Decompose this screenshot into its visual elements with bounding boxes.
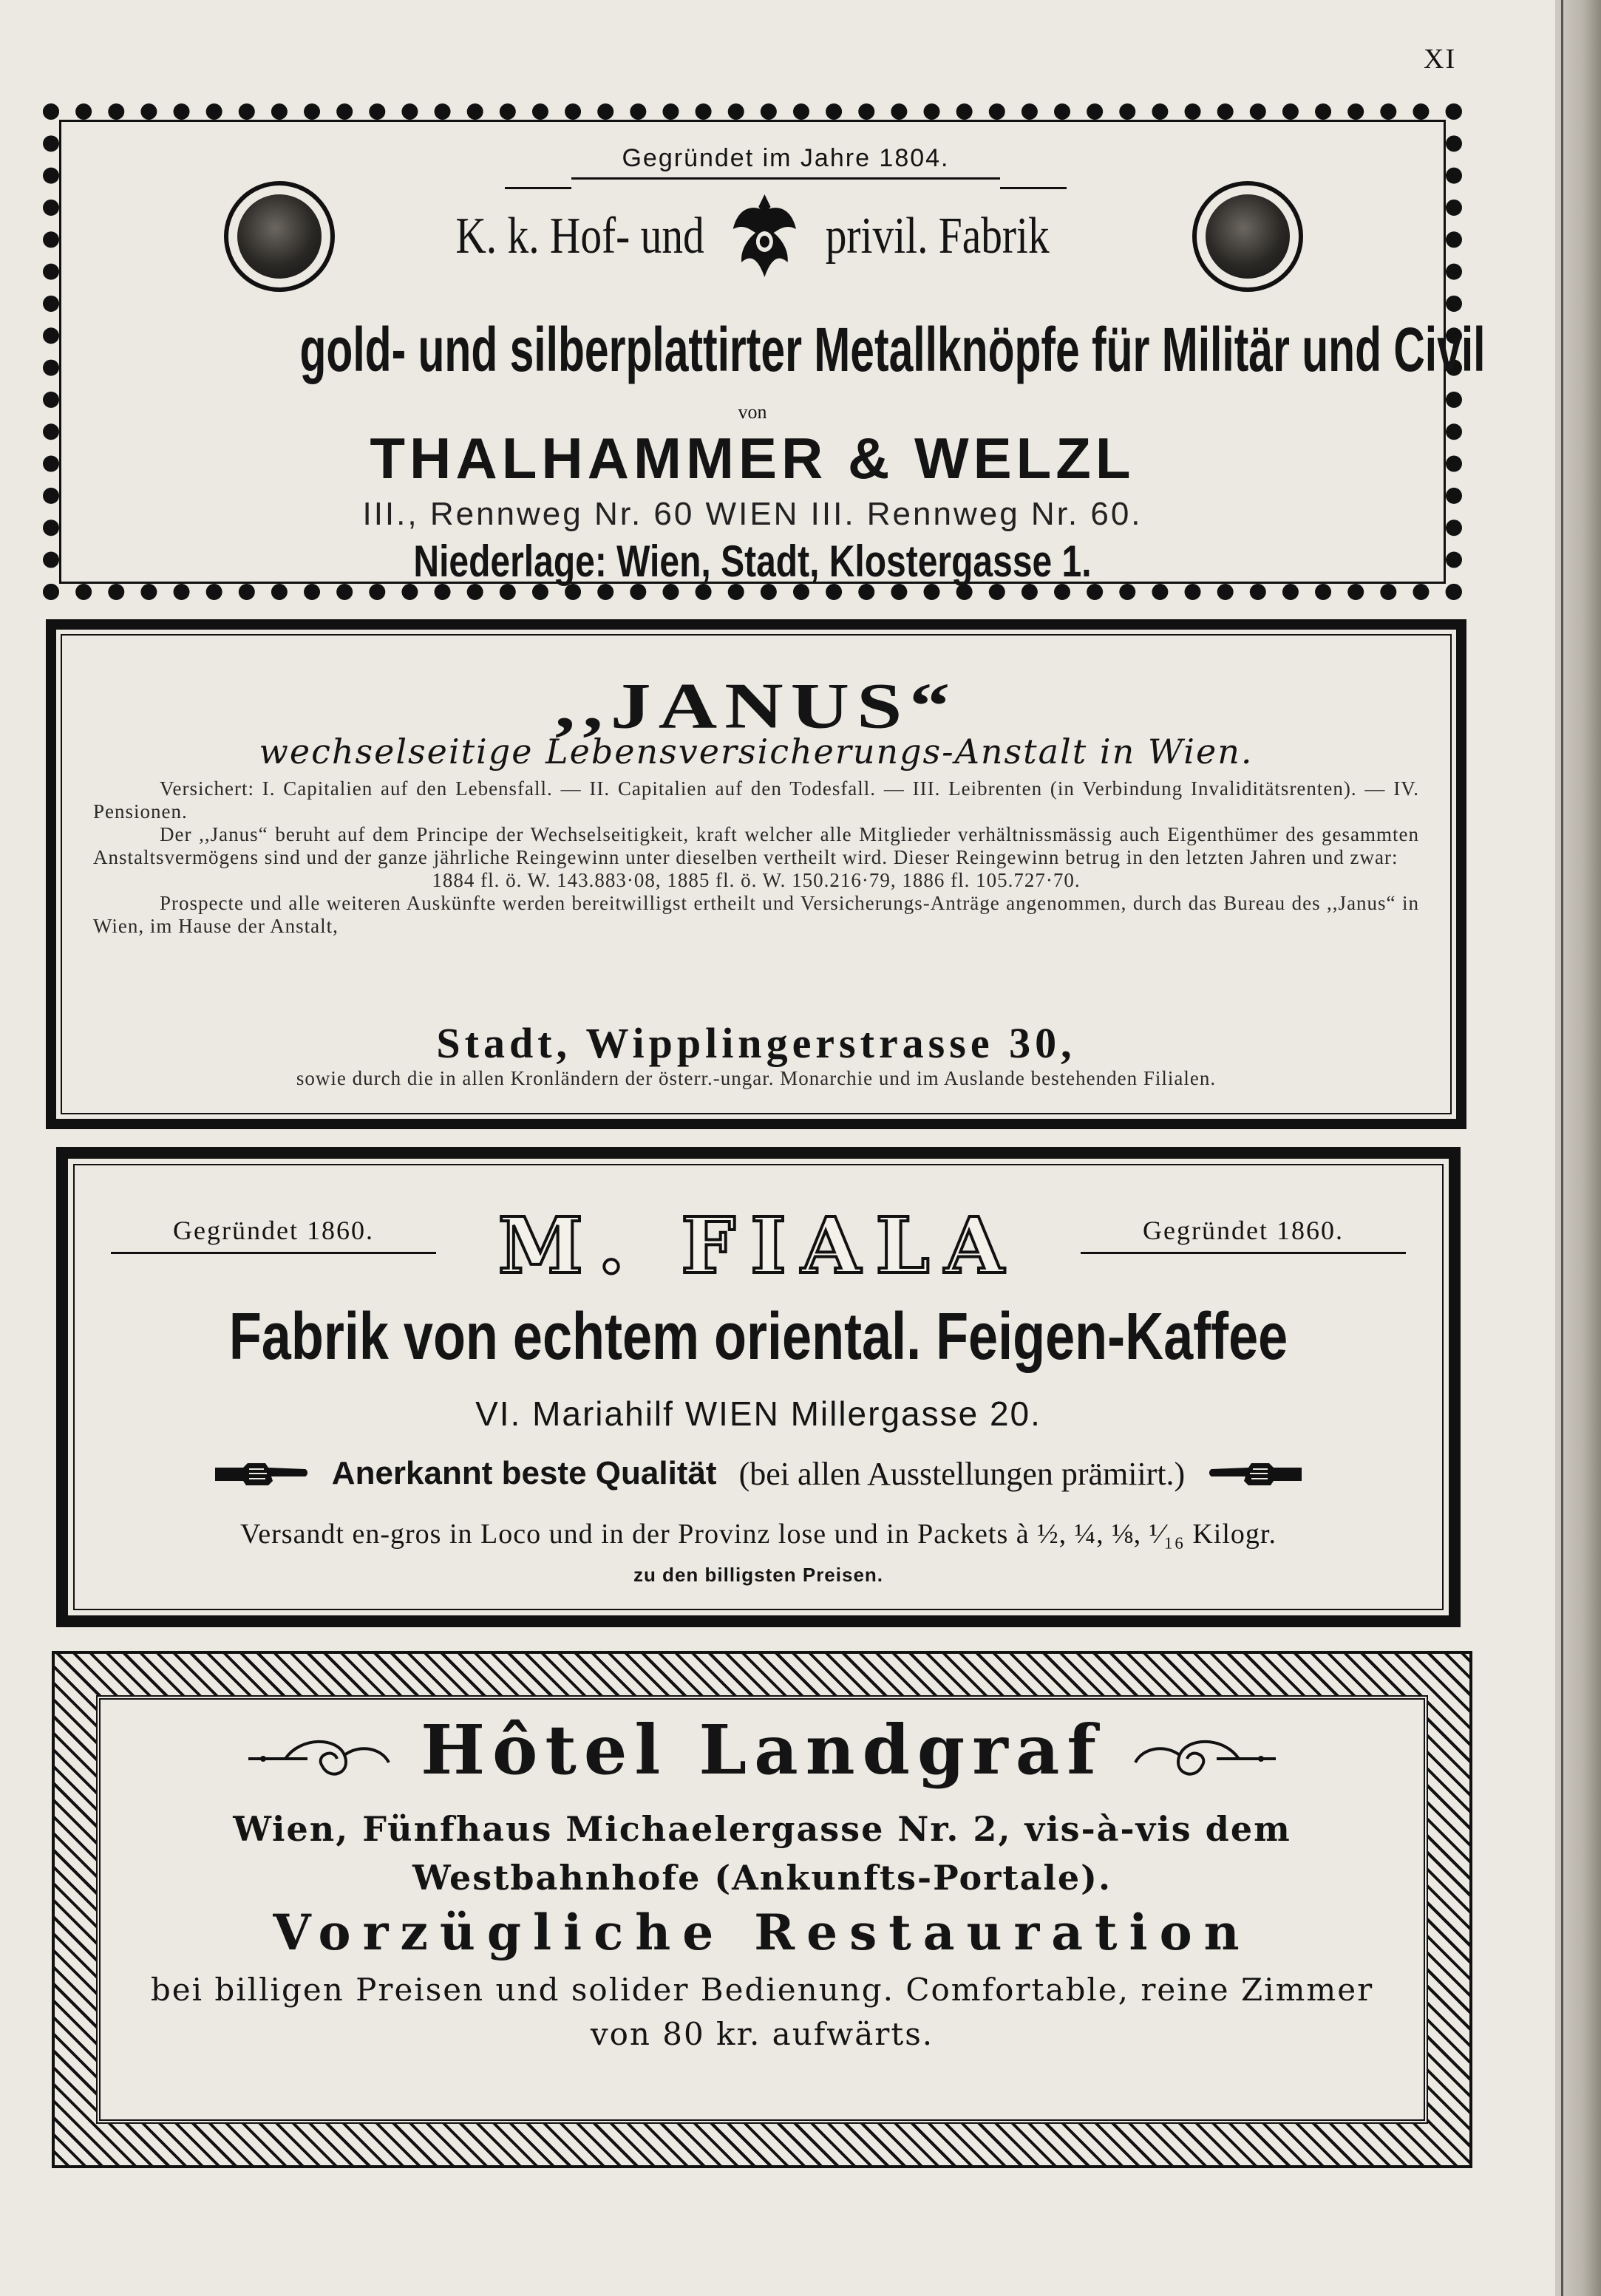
fiala-headline: Fabrik von echtem oriental. Feigen-Kaffee xyxy=(228,1300,1288,1374)
janus-street: Stadt, Wipplingerstrasse 30, xyxy=(436,1019,1076,1067)
janus-figures: 1884 fl. ö. W. 143.883·08, 1885 fl. ö. W. 150.216·79, 1886 fl. 105.727·70. xyxy=(432,869,1081,891)
quality-line xyxy=(112,1451,1404,1496)
quality-note: (bei allen Ausstellungen prämiirt.) xyxy=(738,1455,1186,1492)
company-name: THALHAMMER & WELZL xyxy=(370,426,1135,491)
page-edge xyxy=(1555,0,1601,2296)
double-eagle-icon xyxy=(729,188,801,285)
product-line: gold- und silberplattirter Metallknöpfe für Militär und Civil xyxy=(299,315,1486,384)
prices-line: zu den billigsten Preisen. xyxy=(633,1564,884,1586)
factory-label: privil. Fabrik xyxy=(825,208,1050,265)
fiala-address: VI. Mariahilf WIEN Millergasse 20. xyxy=(475,1394,1041,1433)
shipping-line: Versandt en-gros in Loco und in der Provinz lose und in Packets à ½, ¼, ⅛, ¹⁄₁₆ Kilogr. xyxy=(240,1519,1277,1550)
ad-hotel xyxy=(52,1651,1472,2168)
founded-line: Gegründet im Jahre 1804. xyxy=(571,144,1000,180)
imperial-line xyxy=(186,196,1319,277)
hotel-restaurant: Vorzügliche Restauration xyxy=(273,1904,1251,1961)
quality-claim: Anerkannt beste Qualität xyxy=(331,1455,717,1491)
ad-thalhammer xyxy=(43,103,1486,600)
janus-paragraph: Versichert: I. Capitalien auf den Lebensfall. — II. Capitalien auf den Todesfall. — III. Leibrenten (in Verbindung Invaliditätsrenten). — IV. Pensionen. xyxy=(93,777,1419,822)
janus-body xyxy=(93,777,1419,938)
ad-janus xyxy=(46,619,1466,1129)
ad-fiala xyxy=(56,1147,1461,1627)
company-address: III., Rennweg Nr. 60 WIEN III. Rennweg Nr. 60. xyxy=(362,496,1143,532)
founded-right: Gegründet 1860. xyxy=(1081,1215,1406,1254)
hotel-address: Wien, Fünfhaus Michaelergasse Nr. 2, vis-à-vis dem xyxy=(233,1809,1291,1849)
pointing-hand-right-icon xyxy=(214,1459,310,1488)
flourish-right-icon xyxy=(1128,1729,1283,1788)
depot-address: Niederlage: Wien, Stadt, Klostergasse 1. xyxy=(413,536,1092,586)
janus-title: ,,JANUS“ xyxy=(554,670,958,742)
brand-name: M. FIALA xyxy=(497,1200,1019,1291)
page-number: XI xyxy=(1424,44,1457,75)
hotel-name: Hôtel Landgraf xyxy=(421,1710,1104,1790)
hotel-location: Westbahnhofe (Ankunfts-Portale). xyxy=(412,1858,1112,1898)
founded-left: Gegründet 1860. xyxy=(111,1215,436,1254)
janus-paragraph: Der ,,Janus“ beruht auf dem Principe der Wechselseitigkeit, kraft welcher alle Mitglieder verhältnissmässig auch Eigenthümer des gesammten Anstaltsvermögens sind und der ganze jährliche Reingewinn unter dieselben vertheilt wird. Dieser Reingewinn betrug in den letzten Jahren und zwar: xyxy=(93,823,1419,868)
von-label: von xyxy=(738,401,767,423)
hotel-price: von 80 kr. aufwärts. xyxy=(590,2016,934,2052)
janus-paragraph: Prospecte und alle weiteren Auskünfte werden bereitwilligst ertheilt und Versicherungs-Anträge angenommen, durch das Bureau des ,,Janus“ in Wien, im Hause der Anstalt, xyxy=(93,892,1419,937)
hotel-service: bei billigen Preisen und solider Bedienung. Comfortable, reine Zimmer xyxy=(150,1972,1374,2008)
janus-branches: sowie durch die in allen Kronländern der österr.-ungar. Monarchie und im Auslande bestehenden Filialen. xyxy=(296,1067,1217,1089)
janus-subtitle: wechselseitige Lebensversicherungs-Anstalt in Wien. xyxy=(259,732,1254,771)
pointing-hand-left-icon xyxy=(1207,1459,1303,1488)
court-label: K. k. Hof- und xyxy=(455,208,704,265)
